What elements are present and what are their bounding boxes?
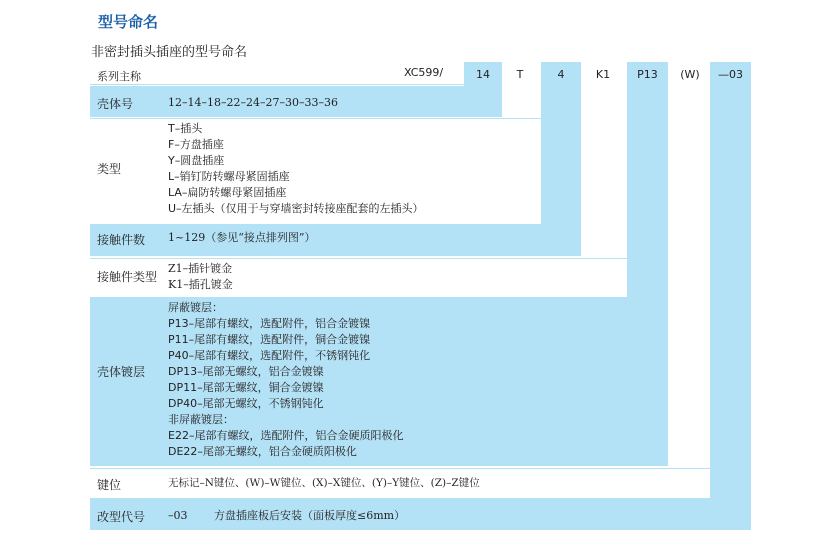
row-label-key: 键位	[97, 478, 122, 492]
text-line: 屏蔽镀层：	[168, 301, 223, 314]
text-line: DP40–尾部无螺纹，不锈钢钝化	[168, 397, 324, 410]
row-label-modification: 改型代号	[97, 510, 146, 524]
code-modification: —03	[718, 68, 743, 81]
text-line: 12–14–18–22–24–27–30–33–36	[168, 96, 338, 109]
separator	[90, 468, 710, 469]
row-content-contact-type	[168, 261, 233, 293]
code-column-contacts	[541, 62, 581, 225]
code-contact-type: K1	[595, 68, 611, 81]
row-label-contact-count: 接触件数	[97, 233, 146, 247]
code-type: T	[516, 68, 524, 81]
code-column-modification	[710, 62, 751, 530]
text-line: P13–尾部有螺纹，选配附件，铝合金镀镍	[168, 317, 371, 330]
row-content-key	[168, 475, 480, 491]
text-line: P11–尾部有螺纹，选配附件，铜合金镀镍	[168, 333, 371, 346]
separator	[90, 84, 464, 85]
row-content-contact-count	[168, 230, 315, 246]
code-key: (W)	[680, 68, 700, 81]
text-line: 无标记–N键位、(W)–W键位、(X)–X键位、(Y)–Y键位、(Z)–Z键位	[168, 477, 480, 489]
text-line: F–方盘插座	[168, 138, 224, 151]
section-heading: 型号命名	[98, 13, 159, 31]
text-line: DP13–尾部无螺纹，铝合金镀镍	[168, 365, 324, 378]
modification-description: 方盘插座板后安装（面板厚度≤6mm）	[214, 509, 406, 522]
text-line: T–插头	[168, 122, 203, 135]
code-plating: P13	[637, 68, 658, 81]
text-line: U–左插头（仅用于与穿墙密封转接座配套的左插头）	[168, 202, 424, 215]
text-line: K1–插孔镀金	[168, 278, 233, 291]
row-label-plating: 壳体镀层	[97, 365, 146, 379]
row-content-type	[168, 121, 424, 217]
separator	[90, 258, 627, 259]
row-band-modification	[90, 498, 751, 530]
text-line: 非屏蔽镀层：	[168, 413, 234, 426]
row-band-contact-count	[90, 224, 581, 256]
text-line: 1~129（参见“接点排列图”）	[168, 231, 316, 244]
modification-code: –03	[168, 509, 188, 522]
row-content-plating	[168, 300, 403, 460]
text-line: P40–尾部有螺纹，选配附件，不锈钢钝化	[168, 349, 371, 362]
table-title: 非密封插头插座的型号命名	[91, 45, 248, 60]
text-line: E22–尾部有螺纹，选配附件，铝合金硬质阳极化	[168, 429, 404, 442]
text-line: DE22–尾部无螺纹，铝合金硬质阳极化	[168, 445, 357, 458]
text-line: Y–圆盘插座	[168, 154, 225, 167]
row-content-shell	[168, 95, 338, 111]
model-prefix: XC599/	[404, 66, 444, 79]
text-line: DP11–尾部无螺纹，铜合金镀镍	[168, 381, 324, 394]
row-label-contact-type: 接触件类型	[97, 270, 158, 284]
separator	[90, 118, 541, 119]
text-line: L–销钉防转螺母紧固插座	[168, 170, 290, 183]
series-label: 系列主称	[97, 70, 141, 83]
text-line: LA–扁防转螺母紧固插座	[168, 186, 287, 199]
text-line: Z1–插针镀金	[168, 262, 233, 275]
row-label-type: 类型	[97, 162, 122, 176]
code-shell-number: 14	[476, 68, 490, 81]
row-label-shell: 壳体号	[97, 97, 134, 111]
code-contact-count: 4	[557, 68, 565, 81]
